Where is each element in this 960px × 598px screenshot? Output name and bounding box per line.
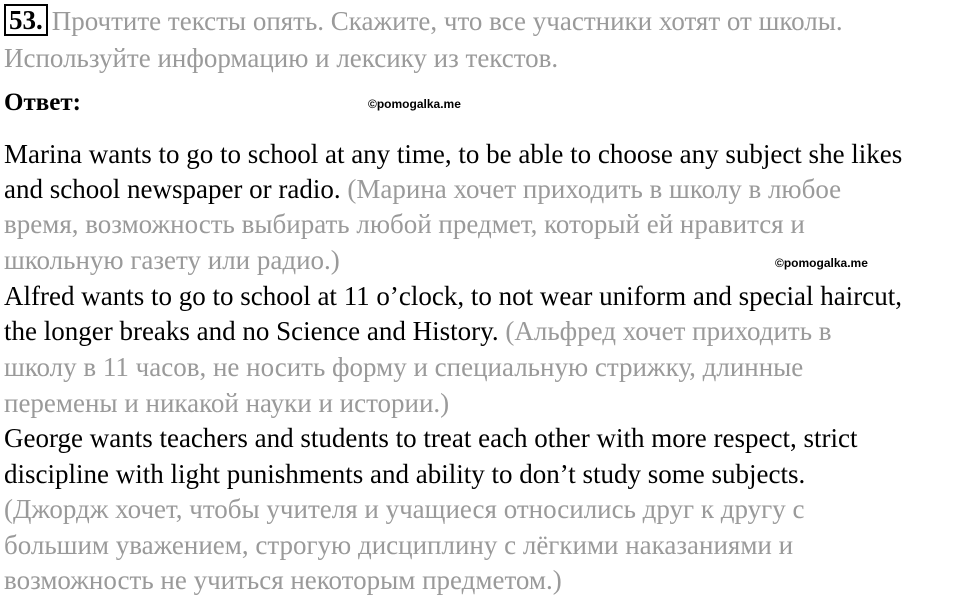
- answer-line: [4, 207, 805, 241]
- answer-line: [4, 563, 562, 597]
- answer-line: [4, 528, 793, 562]
- answer-line: [4, 243, 340, 277]
- answer-line: [4, 314, 832, 348]
- task-instruction-text-1: Прочтите тексты опять. Скажите, что все участники хотят от школы.: [51, 6, 843, 36]
- english-text: Alfred wants to go to school at 11 o’clock, to not wear uniform and special haircut,: [4, 281, 903, 311]
- answer-line: [4, 279, 902, 313]
- english-text: George wants teachers and students to treat each other with more respect, strict: [4, 423, 858, 453]
- russian-text: (Альфред хочет приходить в: [505, 316, 832, 346]
- answer-line: [4, 457, 805, 491]
- answer-line: [4, 350, 803, 384]
- answer-label: Ответ:: [4, 89, 81, 116]
- english-text: Marina wants to go to school at any time, to be able to choose any subject she likes: [4, 139, 903, 169]
- english-text: the longer breaks and no Science and History.: [4, 316, 506, 346]
- russian-text: перемены и никакой науки и истории.): [4, 388, 450, 418]
- answer-line: [4, 172, 841, 206]
- russian-text: возможность не учиться некоторым предметом.): [4, 565, 562, 595]
- answer-line: [4, 386, 449, 420]
- watermark: ©pomogalka.me: [775, 256, 868, 270]
- answer-line: [4, 492, 804, 526]
- answer-line: [4, 137, 902, 171]
- russian-text: школьную газету или радио.): [4, 245, 340, 275]
- task-instruction-line-2: Используйте информацию и лексику из текстов.: [4, 43, 559, 73]
- watermark: ©pomogalka.me: [368, 97, 461, 111]
- russian-text: (Джордж хочет, чтобы учителя и учащиеся относились друг к другу с: [4, 494, 805, 524]
- russian-text: время, возможность выбирать любой предмет, который ей нравится и: [4, 209, 805, 239]
- task-number: 53.: [4, 4, 48, 36]
- answer-line: [4, 421, 857, 455]
- russian-text: (Марина хочет приходить в школу в любое: [347, 174, 842, 204]
- russian-text: школу в 11 часов, не носить форму и специальную стрижку, длинные: [4, 352, 804, 382]
- russian-text: большим уважением, строгую дисциплину с лёгкими наказаниями и: [4, 530, 794, 560]
- english-text: discipline with light punishments and ability to don’t study some subjects.: [4, 459, 806, 489]
- task-instruction-line-1: [4, 4, 843, 38]
- english-text: and school newspaper or radio.: [4, 174, 348, 204]
